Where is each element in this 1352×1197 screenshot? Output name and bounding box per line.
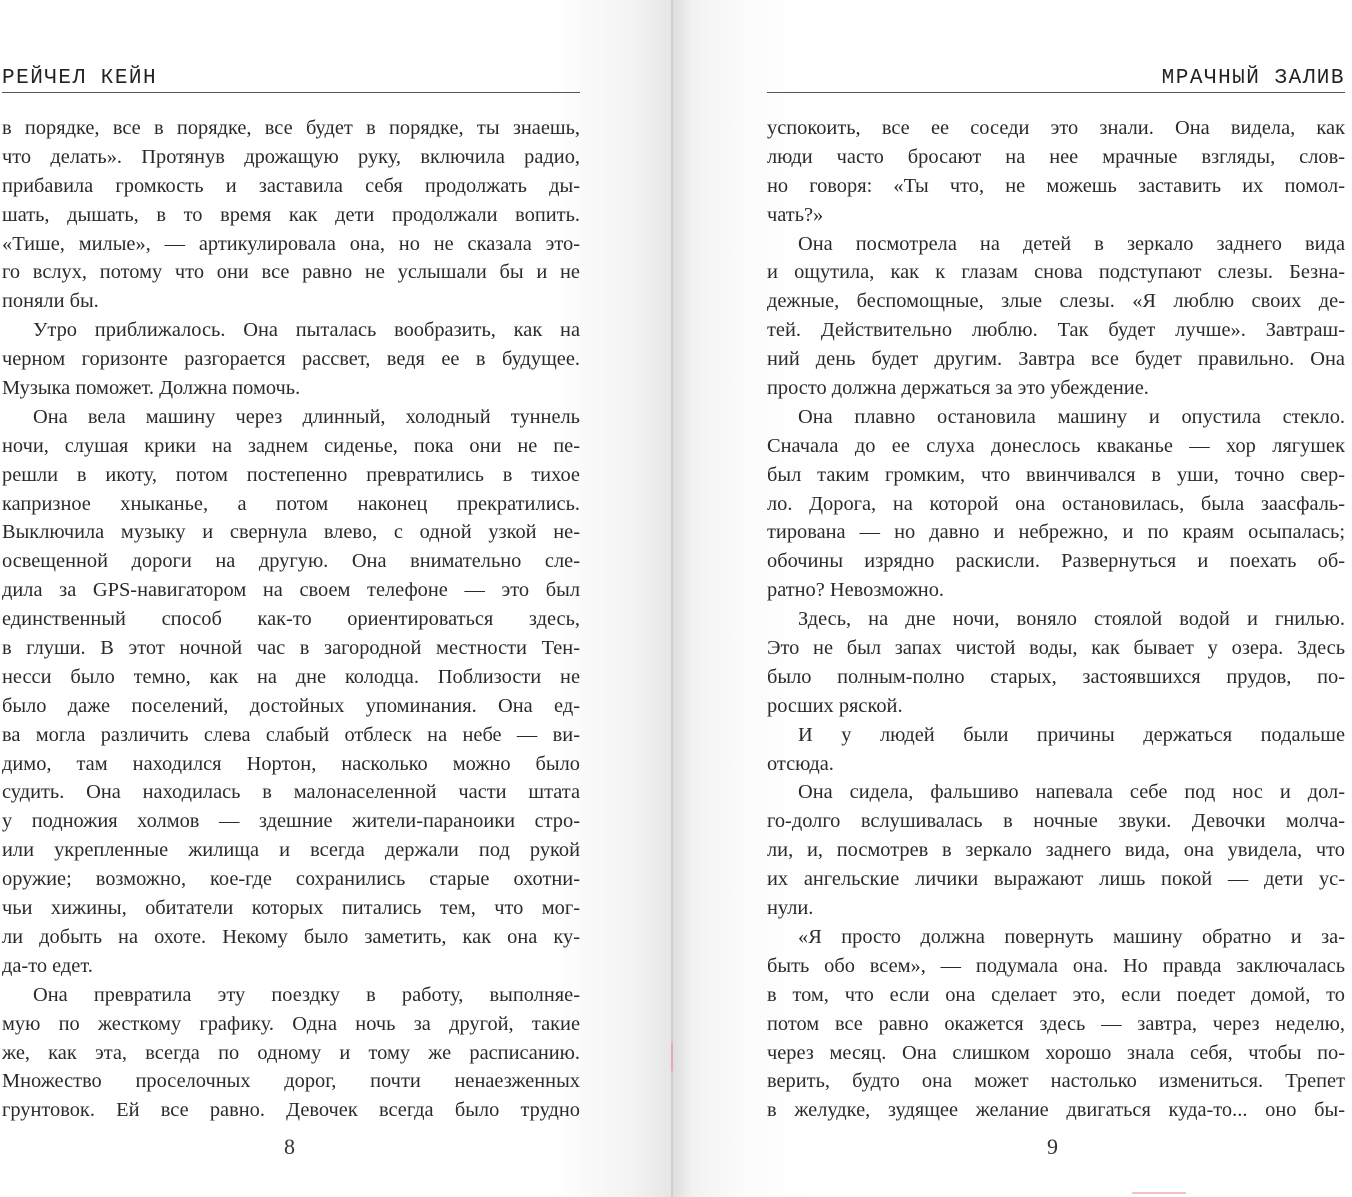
text-line: Выключила музыку и свернула влево, с одной узкой не- [2, 521, 580, 544]
bottom-edge-mark [1132, 1192, 1186, 1194]
text-line: в глуши. В этот ночной час в загородной местности Тен- [2, 637, 580, 660]
text-line: Здесь, на дне ночи, воняло стоялой водой и гнилью. [798, 608, 1345, 631]
right-page-text [767, 114, 1345, 1125]
text-line: го-долго вслушивалась в ночные звуки. Девочки молча- [767, 810, 1345, 833]
text-line: черном горизонте разгорается рассвет, ведя ее в будущее. [2, 348, 580, 371]
text-line: тей. Действительно люблю. Так будет лучше». Завтраш- [767, 319, 1345, 342]
text-line: оружие; возможно, кое-где сохранились старые охотни- [2, 868, 580, 891]
page-number-left: 8 [284, 1134, 295, 1159]
book-spine [671, 0, 673, 1197]
text-line: шать, дышать, в то время как дети продолжали вопить. [2, 203, 580, 226]
text-line: го вслух, потому что они все равно не услышали бы и не [2, 261, 580, 284]
text-line: нули. [767, 897, 814, 920]
text-line: росших ряской. [767, 694, 903, 717]
text-line: решли в икоту, потом постепенно превратились в тихое [2, 463, 580, 486]
text-line: «Я просто должна повернуть машину обратно и за- [798, 925, 1345, 948]
text-line: Сначала до ее слуха донеслось кваканье — хор лягушек [767, 434, 1345, 457]
running-head-title: МРАЧНЫЙ ЗАЛИВ [767, 66, 1345, 93]
text-line: и ощутила, как к глазам снова подступают слезы. Безна- [767, 261, 1345, 284]
text-line: верить, будто она может настолько измениться. Трепет [767, 1070, 1345, 1093]
text-line: прибавила громкость и заставила себя продолжать ды- [2, 174, 580, 197]
text-line: дежные, беспомощные, злые слезы. «Я люблю своих де- [767, 290, 1345, 313]
text-line: единственный способ как-то ориентироваться здесь, [2, 608, 580, 631]
text-line: «Тише, милые», — артикулировала она, но не сказала это- [2, 232, 580, 255]
text-line: было полным-полно старых, застоявшихся прудов, по- [767, 665, 1345, 688]
text-line: димо, там находился Нортон, насколько можно было [2, 752, 580, 775]
text-line: Она сидела, фальшиво напевала себе под нос и дол- [798, 781, 1345, 804]
text-line: потом все равно окажется здесь — завтра, через неделю, [767, 1012, 1345, 1035]
text-line: через месяц. Она слишком хорошо знала себя, чтобы по- [767, 1041, 1345, 1064]
text-line: Множество проселочных дорог, почти ненаезженных [2, 1070, 580, 1093]
text-line: Музыка поможет. Должна помочь. [2, 377, 301, 400]
text-line: капризное хныканье, а потом наконец прекратились. [2, 492, 580, 515]
text-line: люди часто бросают на нее мрачные взгляды, слов- [767, 145, 1345, 168]
text-line: что делать». Протянув дрожащую руку, включила радио, [2, 145, 580, 168]
text-line: чьи хижины, обитатели которых питались тем, что мог- [2, 897, 580, 920]
text-line: у подножия холмов — здешние жители-параноики стро- [2, 810, 580, 833]
text-line: Она посмотрела на детей в зеркало заднего вида [798, 232, 1345, 255]
text-line: в желудке, зудящее желание двигаться куда-то... оно бы- [767, 1099, 1345, 1122]
text-line: в том, что если она сделает это, если поедет домой, то [767, 983, 1345, 1006]
text-line: освещенной дороги на другую. Она внимательно сле- [2, 550, 580, 573]
text-line: или укрепленные жилища и всегда держали под рукой [2, 839, 580, 862]
text-line: их ангельские личики выражают лишь покой — дети ус- [767, 868, 1345, 891]
text-line: Она плавно остановила машину и опустила стекло. [798, 405, 1345, 428]
text-line: ва могла различить слева слабый отблеск на небе — ви- [2, 723, 580, 746]
text-line: ночи, слушая крики на заднем сиденье, пока они не пе- [2, 434, 580, 457]
text-line: успокоить, все ее соседи это знали. Она видела, как [767, 117, 1345, 139]
text-line: мую по жесткому графику. Одна ночь за другой, такие [2, 1012, 580, 1035]
text-line: был таким громким, что ввинчивался в уши, точно свер- [767, 463, 1345, 486]
text-line: И у людей были причины держаться подальше [798, 723, 1345, 746]
text-line: в порядке, все в порядке, все будет в порядке, ты знаешь, [2, 117, 580, 139]
text-line: несси было темно, как на дне колодца. Поблизости не [2, 665, 580, 688]
text-line: ний день будет другим. Завтра все будет правильно. Она [767, 348, 1345, 371]
running-head-author: РЕЙЧЕЛ КЕЙН [2, 66, 580, 93]
text-line: тирована — но давно и небрежно, и по краям осыпалась; [767, 521, 1345, 544]
text-line: быть обо всем», — подумала она. Но правда заключалась [767, 954, 1345, 977]
text-line: грунтовок. Ей все равно. Девочек всегда было трудно [2, 1099, 580, 1122]
text-line: но говоря: «Ты что, не можешь заставить их помол- [767, 174, 1345, 197]
text-line: обочины изрядно раскисли. Развернуться и поехать об- [767, 550, 1345, 573]
text-line: Утро приближалось. Она пыталась вообразить, как на [33, 319, 580, 342]
text-line: Она вела машину через длинный, холодный туннель [33, 405, 580, 428]
text-line: поняли бы. [2, 290, 99, 313]
page-number-right: 9 [1047, 1134, 1058, 1159]
text-line: чать?» [767, 203, 824, 226]
text-line: Это не был запах чистой воды, как бывает у озера. Здесь [767, 637, 1345, 660]
left-page-text [2, 114, 580, 1125]
text-line: Она превратила эту поездку в работу, выполняе- [33, 983, 580, 1006]
text-line: ло. Дорога, на которой она остановилась, была заасфаль- [767, 492, 1345, 515]
text-line: ли добыть на охоте. Некому было заметить, как она ку- [2, 925, 580, 948]
text-line: судить. Она находилась в малонаселенной части штата [2, 781, 580, 804]
text-line: дила за GPS-навигатором на своем телефоне — это был [2, 579, 580, 602]
spine-mark [671, 1043, 673, 1071]
text-line: было даже поселений, достойных упоминания. Она ед- [2, 694, 580, 717]
text-line: ратно? Невозможно. [767, 579, 944, 602]
text-line: же, как эта, всегда по одному и тому же расписанию. [2, 1041, 580, 1064]
text-line: отсюда. [767, 752, 834, 775]
text-line: ли, и, посмотрев в зеркало заднего вида, она увидела, что [767, 839, 1345, 862]
text-line: просто должна держаться за это убеждение. [767, 377, 1149, 400]
text-line: да-то едет. [2, 954, 93, 977]
